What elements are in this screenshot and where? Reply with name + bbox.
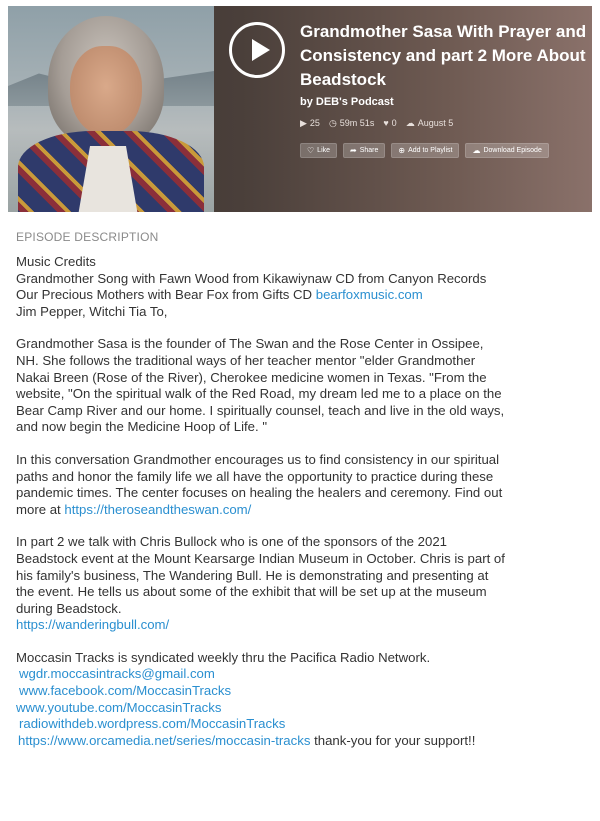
episode-title: Grandmother Sasa With Prayer and Consistency and part 2 More About Beadstock <box>300 22 587 89</box>
cloud-download-icon: ☁ <box>472 146 481 155</box>
episode-stats <box>300 118 453 128</box>
bearfox-link[interactable]: bearfoxmusic.com <box>315 287 423 303</box>
heart-icon: ♥ <box>383 117 389 128</box>
clock-icon: ◷ <box>328 117 337 128</box>
heart-outline-icon: ♡ <box>307 146 315 155</box>
play-button[interactable] <box>229 22 285 78</box>
music-credits: Music Credits Grandmother Song with Fawn Wood from Kikawiynaw CD from Canyon Records Our Precious Mothers with Bear Fox from Gifts CD bearfoxmusic.com Jim Pepper, Witchi Tia To, <box>16 254 487 319</box>
wanderingbull-link[interactable]: https://wanderingbull.com/ <box>16 617 170 633</box>
episode-actions <box>300 143 549 158</box>
like-count: ♥ 0 <box>383 117 397 128</box>
publish-date: ☁ August 5 <box>405 117 454 128</box>
paragraph-part-2: In part 2 we talk with Chris Bullock who is one of the sponsors of the 2021 Beadstock event at the Mount Kearsarge Indian Museum in October. Chris is part of his family's business, The Wandering Bull. He is demonstrating and presenting at the event. He tells us about some of the exhibit that will be set up at the museum during Beadstock. https://wanderingbull.com/ <box>16 534 505 633</box>
episode-author[interactable]: by DEB's Podcast <box>300 96 394 108</box>
play-count-icon: ▶ <box>300 117 307 128</box>
duration: ◷ 59m 51s <box>328 117 375 128</box>
roseandswan-link[interactable]: https://theroseandtheswan.com/ <box>64 501 252 517</box>
paragraph-conversation: In this conversation Grandmother encourages us to find consistency in our spiritual paths and honor the family life we all have the opportunity to practice during these pandemic times. The center focuses on healing the healers and ceremony. Find out more at https://theroseandtheswan.com/ <box>16 451 503 517</box>
episode-cover-photo <box>8 6 214 212</box>
email-link[interactable]: wgdr.moccasintracks@gmail.com <box>19 666 215 682</box>
like-button[interactable]: ♡ Like <box>300 143 337 158</box>
plus-circle-icon: ⊕ <box>398 146 406 155</box>
share-button[interactable]: ➦ Share <box>343 143 385 158</box>
add-to-playlist-button[interactable]: ⊕ Add to Playlist <box>391 143 459 158</box>
download-episode-button[interactable]: ☁ Download Episode <box>465 143 548 158</box>
paragraph-moccasin-tracks: Moccasin Tracks is syndicated weekly thru the Pacifica Radio Network. wgdr.moccasintracks@gmail.com www.facebook.com/MoccasinTracks www.youtube.com/MoccasinTracks radiowithdeb.wordpress.com/MoccasinTracks https://www.orcamedia.net/series/moccasin-tracks thank-you for your support!! <box>16 649 476 748</box>
wordpress-link[interactable]: radiowithdeb.wordpress.com/MoccasinTracks <box>19 716 286 732</box>
share-arrow-icon: ➦ <box>350 146 357 155</box>
play-icon <box>252 39 270 61</box>
description-heading: EPISODE DESCRIPTION <box>16 230 159 244</box>
cloud-icon: ☁ <box>405 117 415 128</box>
facebook-link[interactable]: www.facebook.com/MoccasinTracks <box>19 683 232 699</box>
play-count: ▶ 25 <box>300 117 320 128</box>
episode-description <box>16 230 588 749</box>
episode-player <box>8 6 592 212</box>
orcamedia-link[interactable]: https://www.orcamedia.net/series/moccasin-tracks <box>18 732 311 748</box>
paragraph-grandmother-sasa: Grandmother Sasa is the founder of The Swan and the Rose Center in Ossipee, NH. She follows the traditional ways of her teacher mentor "elder Grandmother Nakai Breen (Rose of the River), Cherokee medicine women in Texas. "From the website, "On the spiritual walk of the Red Road, my dream led me to a place on the Bear Camp River and our home. I spiritually counsel, teach and live in the old ways, and now begin the Medicine Hoop of Life. " <box>16 336 505 435</box>
youtube-link[interactable]: www.youtube.com/MoccasinTracks <box>16 699 222 715</box>
